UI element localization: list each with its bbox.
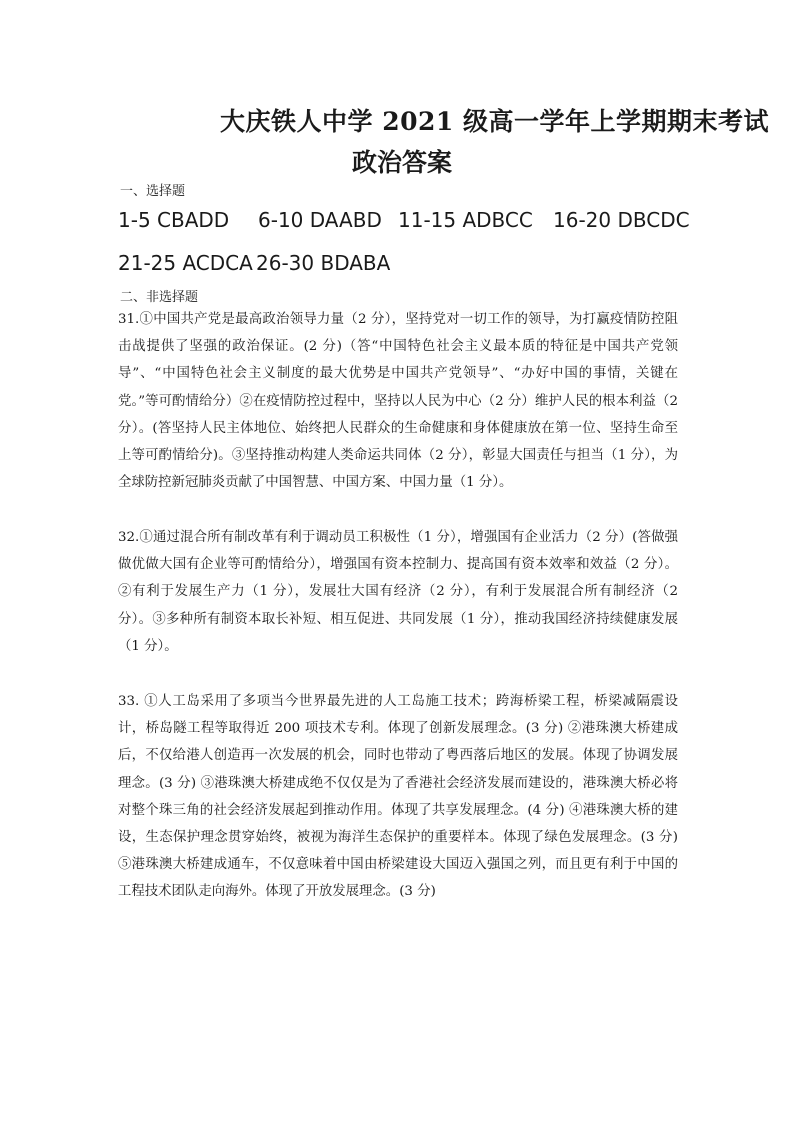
answer-group-26-30: 26-30 BDABA: [256, 251, 391, 275]
answer-group-1-5: 1-5 CBADD: [118, 208, 230, 232]
page-subtitle: 政治答案: [352, 148, 453, 177]
page-title: 大庆铁人中学 2021 级高一学年上学期期末考试: [220, 107, 769, 136]
answer-q32: 32.①通过混合所有制改革有利于调动员工积极性（1 分），增强国有企业活力（2 分）(答做强做优做大国有企业等可酌情给分），增强国有资本控制力、提高国有资本效率和效益（2 分）。②有利于发展生产力（1 分），发展壮大国有经济（2 分），有利于发展混合所有制经济（2 分）。③多种所有制资本取长补短、相互促进、共同发展（1 分），推动我国经济持续健康发展（1 分）。: [118, 530, 678, 654]
answer-group-16-20: 16-20 DBCDC: [553, 208, 690, 232]
answer-group-11-15: 11-15 ADBCC: [398, 208, 533, 232]
answer-group-6-10: 6-10 DAABD: [258, 208, 382, 232]
answer-group-21-25: 21-25 ACDCA: [118, 251, 253, 275]
section-heading-choice: 一、选择题: [120, 184, 186, 199]
answer-q31: 31.①中国共产党是最高政治领导力量（2 分），坚持党对一切工作的领导，为打赢疫情防控阻击战提供了坚强的政治保证。(2 分)（答“中国特色社会主义最本质的特征是中国共产党领导”、“中国特色社会主义制度的最大优势是中国共产党领导”、“办好中国的事情，关键在党。”等可酌情给分）②在疫情防控过程中，坚持以人民为中心（2 分）维护人民的根本利益（2 分）。(答坚持人民主体地位、始终把人民群众的生命健康和身体健康放在第一位、坚持生命至上等可酌情给分)。③坚持推动构建人类命运共同体（2 分），彰显大国责任与担当（1 分），为全球防控新冠肺炎贡献了中国智慧、中国方案、中国力量（1 分）。: [118, 312, 678, 491]
section-heading-nonchoice: 二、非选择题: [120, 290, 199, 305]
answer-q33: 33. ①人工岛采用了多项当今世界最先进的人工岛施工技术；跨海桥梁工程，桥梁减隔震设计，桥岛隧工程等取得近 200 项技术专利。体现了创新发展理念。(3 分) ②港珠澳大桥建成后，不仅给港人创造再一次发展的机会，同时也带动了粤西落后地区的发展。体现了协调发展理念。(3 分) ③港珠澳大桥建成绝不仅仅是为了香港社会经济发展而建设的，港珠澳大桥必将对整个珠三角的社会经济发展起到推动作用。体现了共享发展理念。(4 分) ④港珠澳大桥的建设，生态保护理念贯穿始终，被视为海洋生态保护的重要样本。体现了绿色发展理念。(3 分) ⑤港珠澳大桥建成通车，不仅意味着中国由桥梁建设大国迈入强国之列，而且更有利于中国的工程技术团队走向海外。体现了开放发展理念。(3 分): [118, 694, 678, 900]
